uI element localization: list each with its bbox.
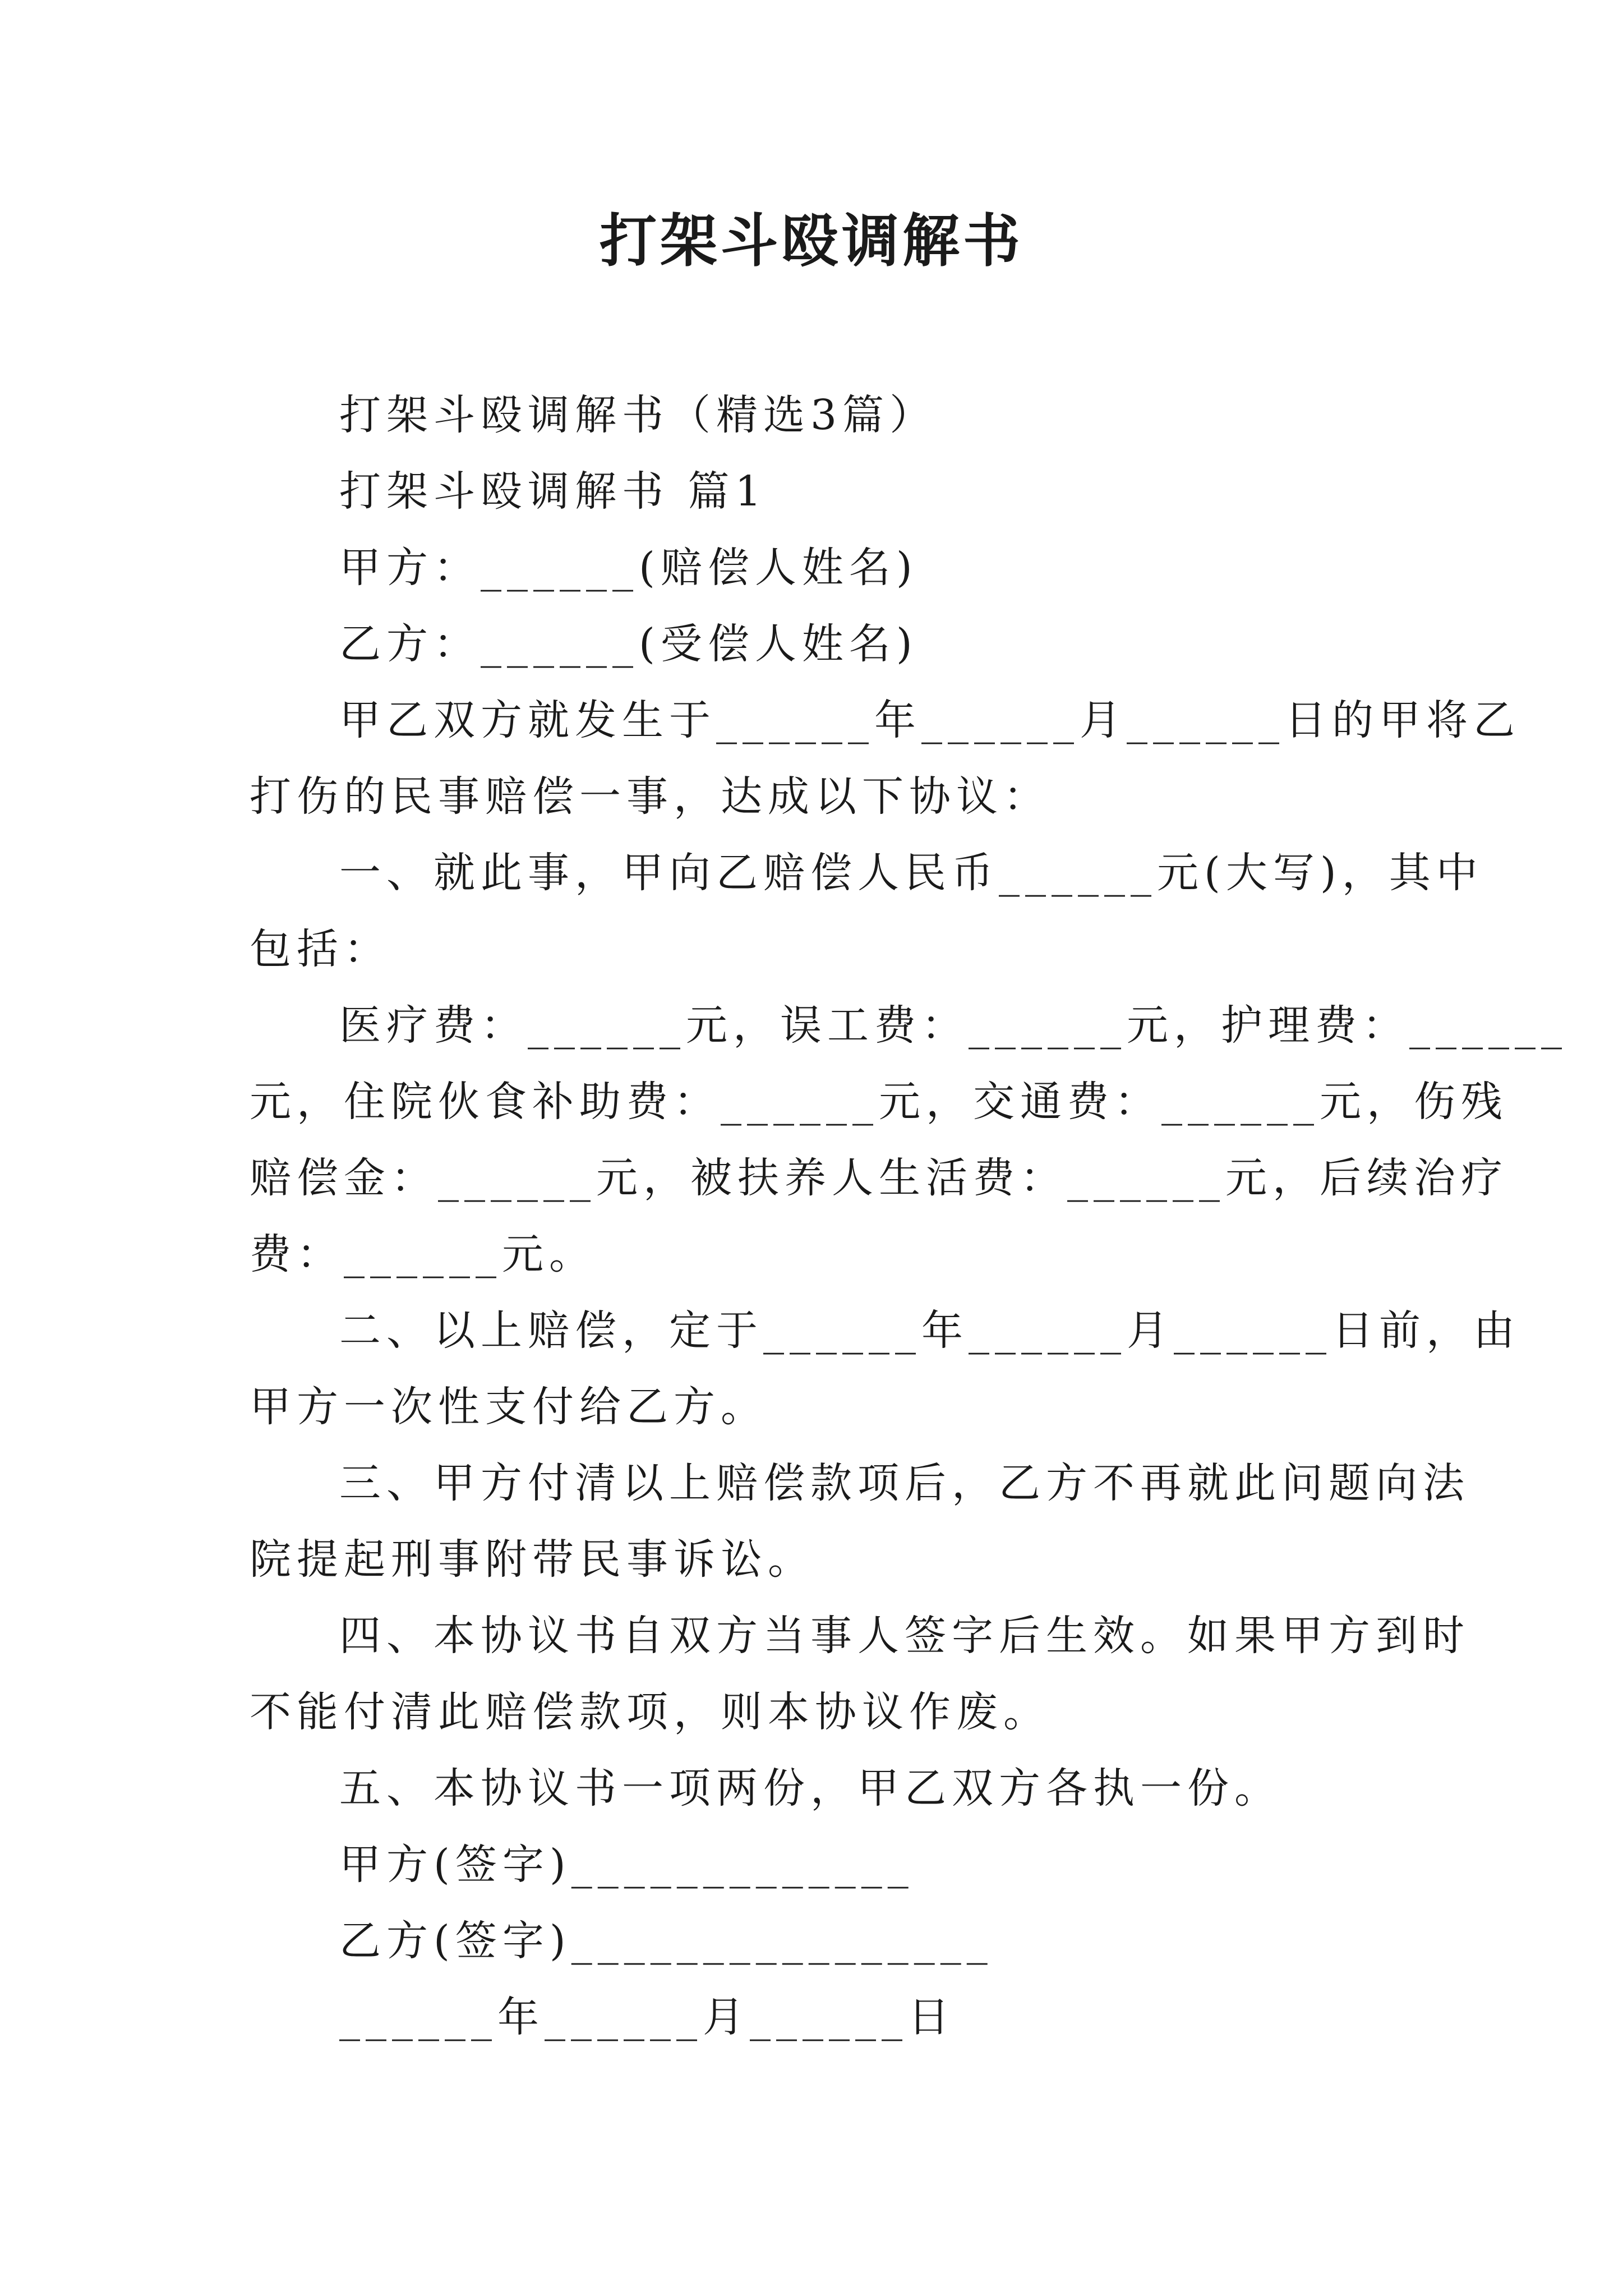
fee-list-line: 元，住院伙食补助费：______元，交通费：______元，伤残 — [250, 1078, 1508, 1126]
party-b-line: 乙方：______(受偿人姓名) — [339, 620, 918, 668]
fee-list-line: 赔偿金：______元，被扶养人生活费：______元，后续治疗 — [250, 1154, 1508, 1202]
document-body — [250, 377, 1567, 2055]
clause-2-line: 二、以上赔偿，定于______年______月______日前，由 — [339, 1306, 1520, 1355]
date-line: ______年______月______日 — [339, 1993, 955, 2041]
party-b-signature-line: 乙方(签字)________________ — [339, 1917, 993, 1965]
paragraph-intro-line: 打伤的民事赔偿一事，达成以下协议： — [250, 772, 1050, 821]
clause-2-line: 甲方一次性支付给乙方。 — [250, 1383, 768, 1431]
clause-3-line: 院提起刑事附带民事诉讼。 — [250, 1535, 815, 1584]
fee-list-line: 费：______元。 — [250, 1230, 596, 1278]
party-a-line: 甲方：______(赔偿人姓名) — [339, 544, 918, 592]
clause-5-line: 五、本协议书一项两份，甲乙双方各执一份。 — [339, 1764, 1281, 1812]
clause-1-line: 包括： — [250, 925, 391, 973]
document-title: 打架斗殴调解书 — [600, 208, 1023, 275]
fee-list-line: 医疗费：______元，误工费：______元，护理费：______ — [339, 1001, 1567, 1050]
clause-4-line: 不能付清此赔偿款项，则本协议作废。 — [250, 1688, 1050, 1736]
section-heading: 打架斗殴调解书 篇1 — [339, 467, 767, 516]
subtitle-selection: 打架斗殴调解书（精选3篇） — [339, 391, 937, 439]
party-a-signature-line: 甲方(签字)_____________ — [339, 1841, 914, 1889]
clause-1-line: 一、就此事，甲向乙赔偿人民币______元(大写)，其中 — [339, 849, 1483, 897]
clause-3-line: 三、甲方付清以上赔偿款项后，乙方不再就此问题向法 — [339, 1459, 1470, 1507]
clause-4-line: 四、本协议书自双方当事人签字后生效。如果甲方到时 — [339, 1612, 1470, 1660]
paragraph-intro-line: 甲乙双方就发生于______年______月______日的甲将乙 — [339, 696, 1520, 744]
